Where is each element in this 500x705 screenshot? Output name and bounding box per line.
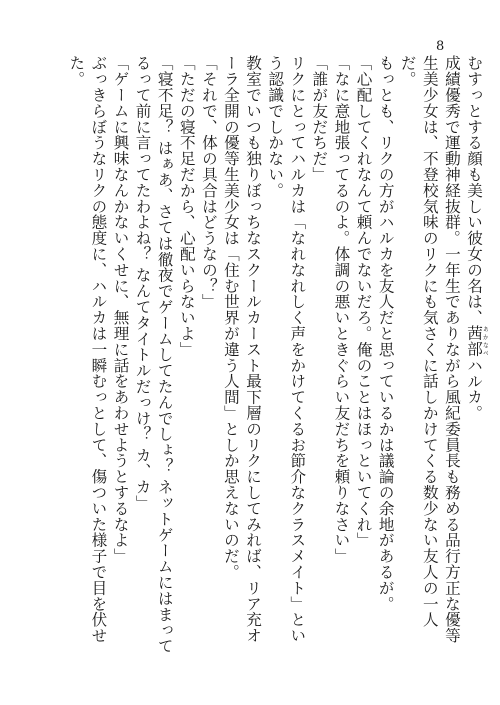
furigana-word (465, 325, 488, 358)
paragraph: 「誰が友だちだ」 (310, 55, 329, 183)
paragraph: リクにとってハルカは「なれなれしく声をかけてくるお節介なクラスメイト」という認識でしかない。 (266, 55, 307, 644)
paragraph: 「なに意地張ってるのよ。体調の悪いときぐらい友だちを頼りなさい」 (332, 55, 351, 564)
paragraph: 「ゲームに興味なんかないくせに、無理に話をあわせようとするなよ」 (111, 55, 130, 564)
paragraph: もっとも、リクの方がハルカを友人だと思っているかは議論の余地があるが。 (376, 55, 395, 612)
page-number: 8 (436, 39, 445, 54)
paragraph: 「心配してくれなんて頼んでないだろ。俺のことはほっといてくれ」 (354, 55, 373, 548)
text-run: ハルカ。 (465, 357, 483, 421)
ruby-reading: あかなべ (481, 325, 488, 358)
paragraph: ぶっきらぼうなリクの態度に、ハルカは一瞬むっとして、傷ついた様子で目を伏せた。 (67, 55, 108, 644)
paragraph: 教室でいつも独りぼっちなスクールカースト最下層のリクにしてみれば、リア充オーラ全開の優等生美少女は「住む世界が違う人間」としか思えないのだ。 (221, 55, 263, 644)
paragraph: 「寝不足？ はぁあ、さては徹夜でゲームしてたんでしょ？ ネットゲームにはまってるって前に言ってたわよね？ なんてタイトルだっけ？ カ、カ」 (133, 55, 174, 654)
vertical-text-body (16, 55, 488, 655)
ruby-base: 茜部 (465, 325, 483, 358)
paragraph: 「ただの寝不足だから、心配いらないよ」 (177, 55, 196, 358)
paragraph (463, 55, 488, 655)
text-run: むすっとする顔も美しい彼女の名は、 (465, 55, 483, 326)
paragraph: 成績優秀で運動神経抜群。一年生でありながら風紀委員長も務める品行方正な優等生美少女は、不登校気味のリクにも気さくに話しかけてくる数少ない友人の一人だ。 (398, 55, 461, 644)
paragraph: 「それで、体の具合はどうなの？」 (199, 55, 218, 310)
